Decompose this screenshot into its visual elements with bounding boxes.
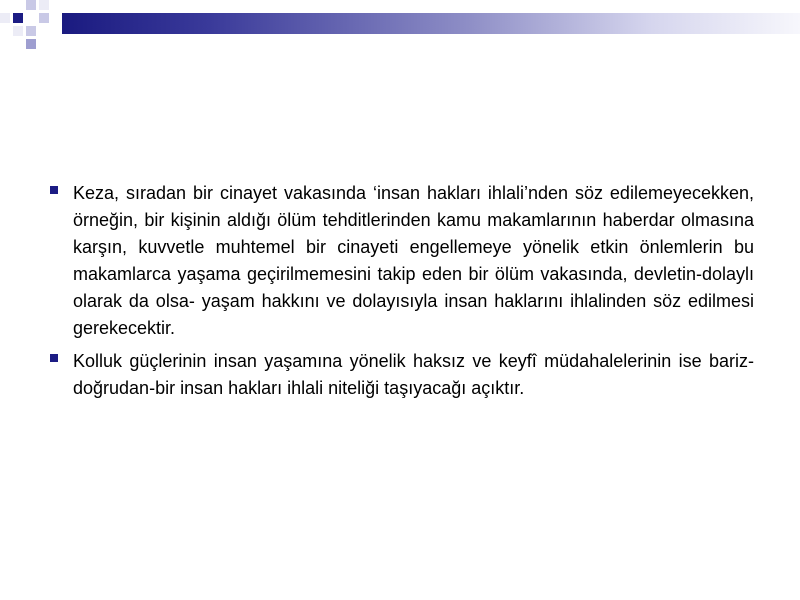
bullet-list — [49, 180, 754, 408]
decor-square — [13, 26, 23, 36]
bullet-text: Keza, sıradan bir cinayet vakasında ‘insan hakları ihlali’nden söz edilemeyecekken, örneğin, bir kişinin aldığı ölüm tehditlerinden kamu makamlarının haberdar olmasına karşın, kuvvetle muhtemel bir cinayeti engellemeye yönelik etkin önlemlerin bu makamlarca yaşama geçirilmemesini takip eden bir ölüm vakasında, devletin-dolaylı olarak da olsa- yaşam hakkını ve dolayısıyla insan haklarını ihlalinden söz edilmesi gerekecektir. — [73, 183, 754, 338]
square-bullet-icon — [50, 186, 58, 194]
decor-square — [0, 13, 10, 23]
decor-square — [26, 0, 36, 10]
decor-square — [26, 26, 36, 36]
bullet-item — [49, 348, 754, 402]
decor-square — [39, 13, 49, 23]
bullet-text: Kolluk güçlerinin insan yaşamına yönelik haksız ve keyfî müdahalelerinin ise bariz-doğrudan-bir insan hakları ihlali niteliği taşıyacağı açıktır. — [73, 351, 754, 398]
decor-square — [26, 39, 36, 49]
bullet-item — [49, 180, 754, 342]
decor-square — [39, 0, 49, 10]
decor-square — [13, 13, 23, 23]
square-bullet-icon — [50, 354, 58, 362]
header-gradient-bar — [62, 13, 800, 34]
